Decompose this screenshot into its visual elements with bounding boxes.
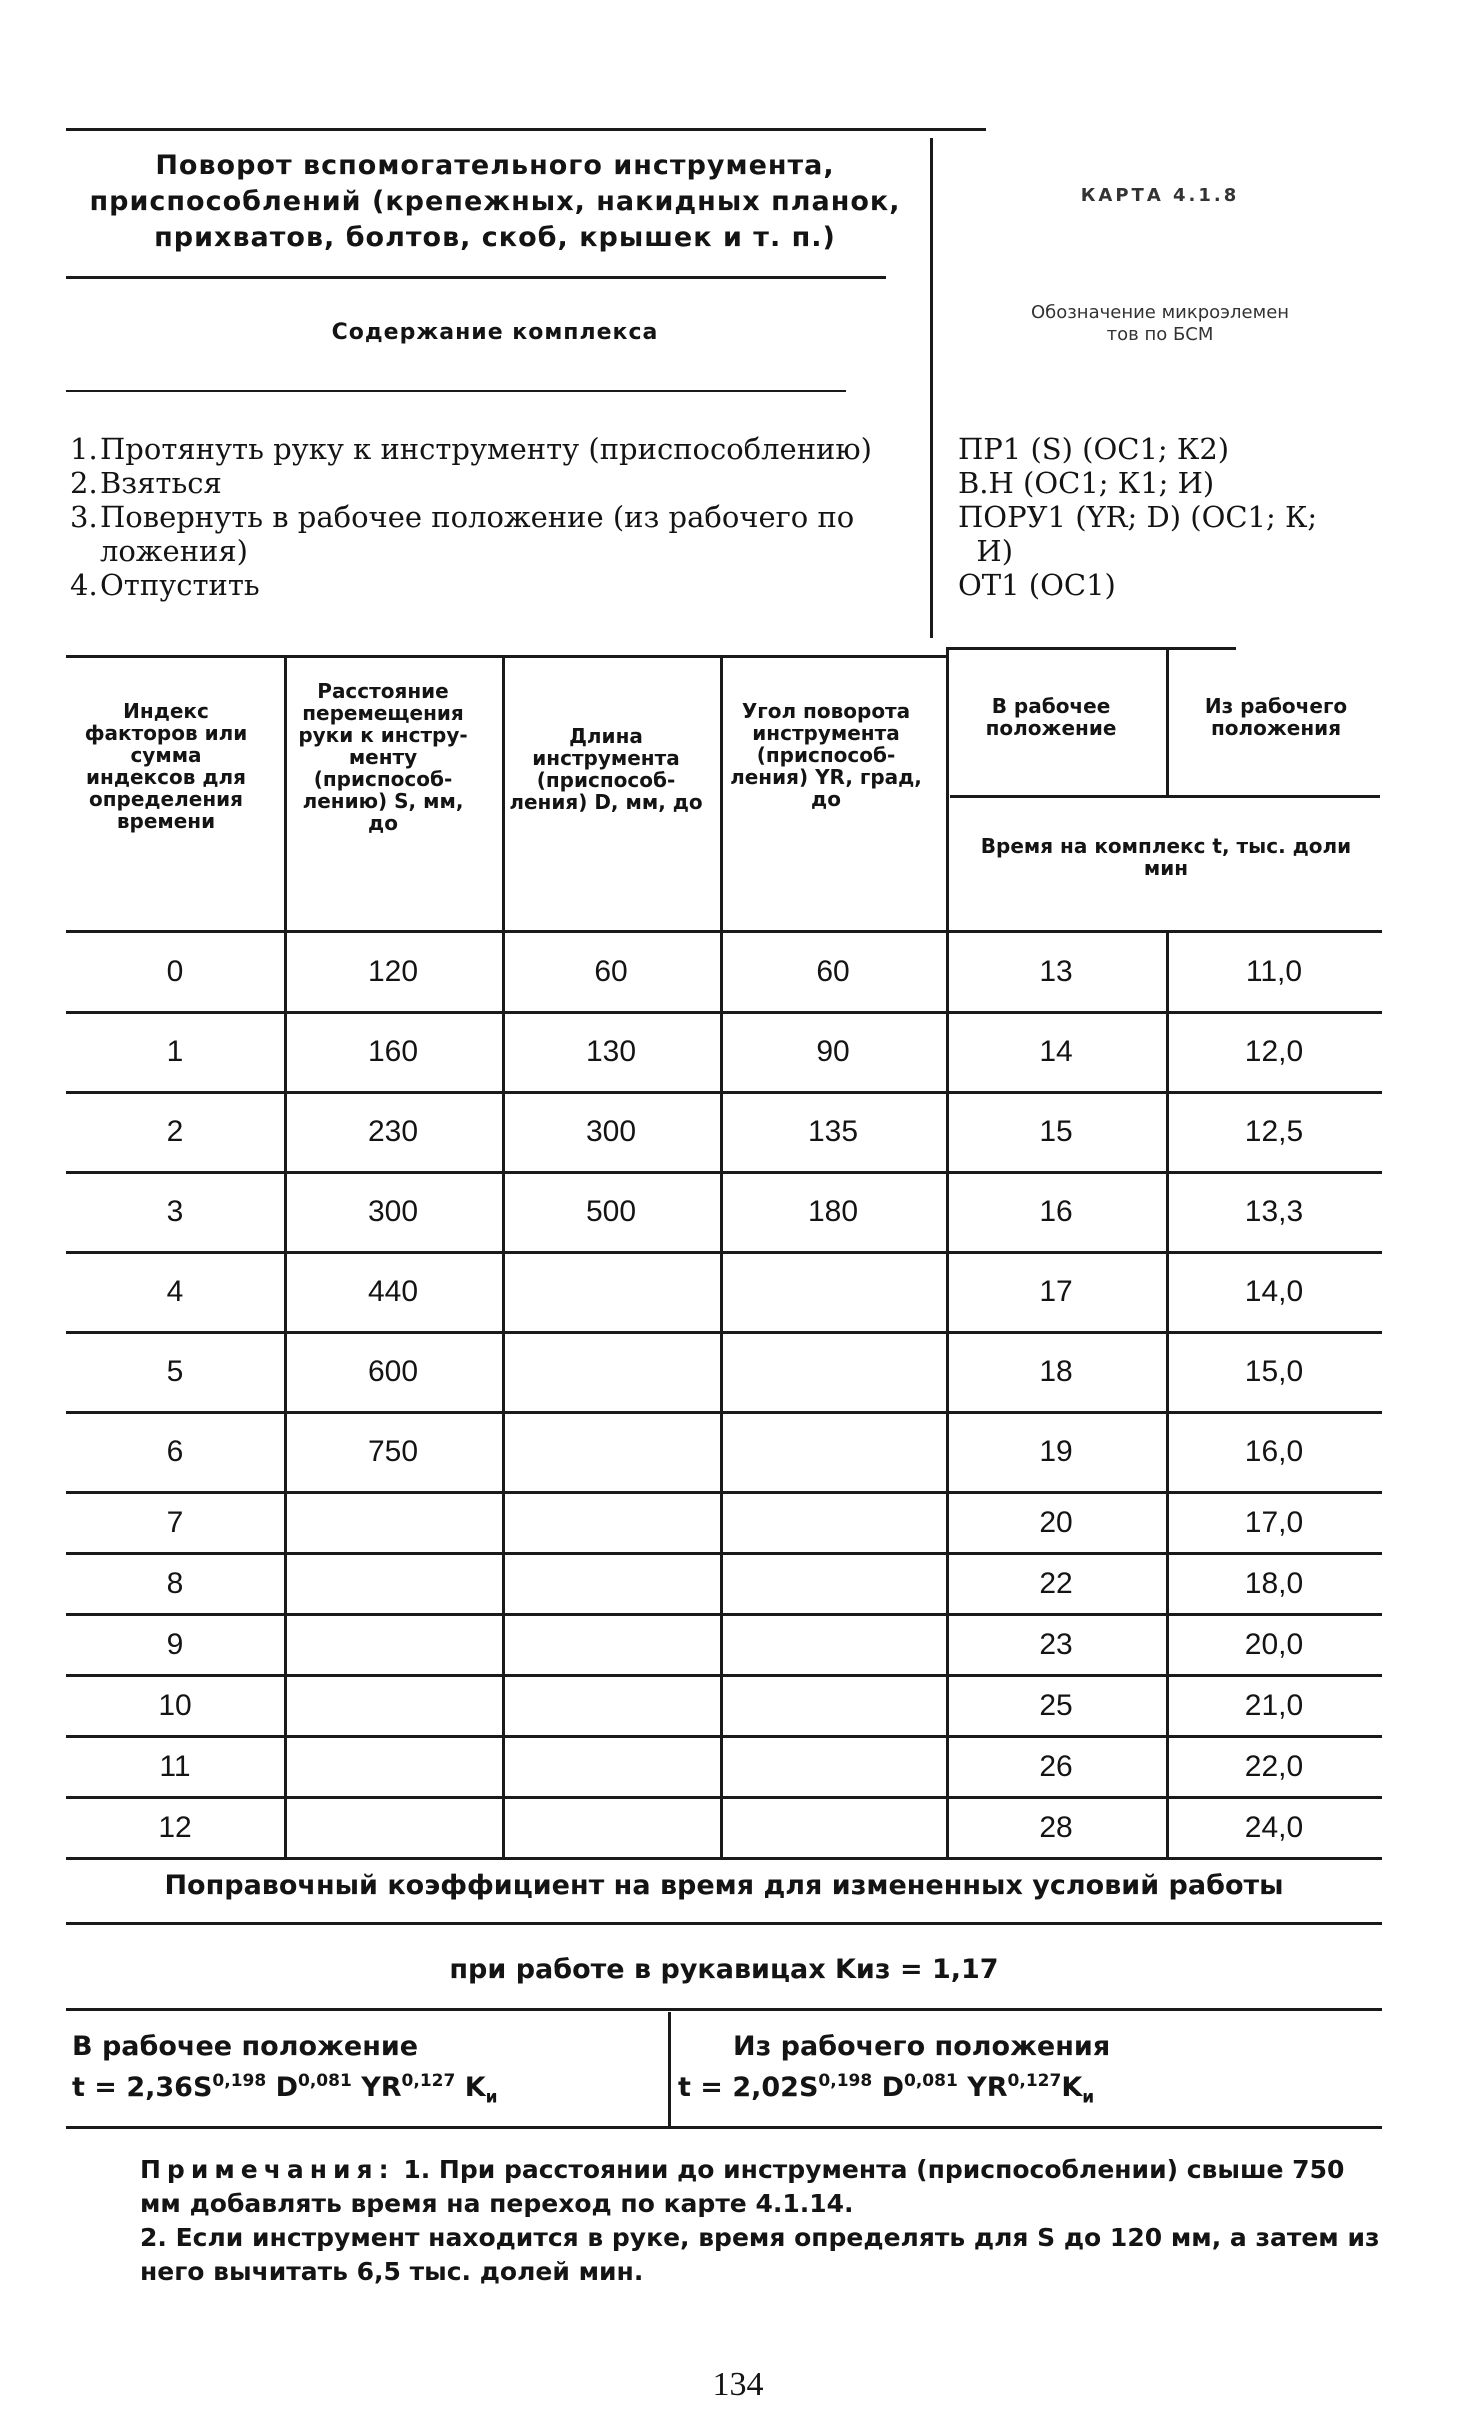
- row-col-divider: [946, 1173, 949, 1253]
- formula-divider: [668, 2012, 671, 2126]
- glove-coefficient: при работе в рукавицах Kиз = 1,17: [449, 1954, 999, 1985]
- subscript: и: [1082, 2087, 1095, 2108]
- step-item: [70, 466, 920, 500]
- step-text: Протянуть руку к инструменту (приспособлению): [100, 432, 872, 466]
- row-rule: [66, 1735, 1382, 1738]
- row-col-divider: [502, 1676, 505, 1737]
- row-col-divider: [720, 1413, 723, 1493]
- row-col-divider: [1166, 1554, 1169, 1615]
- step-number: 4.: [70, 568, 98, 602]
- formula-term: D: [275, 2072, 299, 2103]
- row-rule: [66, 1251, 1382, 1254]
- row-col-divider: [502, 1093, 505, 1173]
- step-item: [70, 500, 920, 568]
- header-from-work: Из рабочего положения: [1204, 694, 1348, 740]
- row-col-divider: [720, 1173, 723, 1253]
- table-cell-index: 11: [159, 1749, 191, 1783]
- table-cell-from: 13,3: [1244, 1195, 1304, 1228]
- table-cell-yr: [720, 1275, 946, 1311]
- row-col-divider: [720, 1013, 723, 1093]
- row-col-divider: [1166, 1093, 1169, 1173]
- table-cell-from: 16,0: [1244, 1435, 1304, 1468]
- table-cell-s: [284, 1567, 502, 1603]
- title-line: приспособлений (крепежных, накидных планок,: [89, 186, 901, 217]
- table-cell-yr: [720, 1689, 946, 1725]
- table-cell-to: 13: [1039, 955, 1073, 988]
- table-cell-d: [502, 1567, 720, 1603]
- card-number: КАРТА 4.1.8: [1080, 185, 1240, 206]
- row-col-divider: [502, 1493, 505, 1554]
- row-col-divider: [946, 1554, 949, 1615]
- row-col-divider: [720, 1676, 723, 1737]
- row-col-divider: [720, 933, 723, 1013]
- content-heading: Содержание комплекса: [331, 320, 659, 345]
- notes: [70, 2153, 1390, 2289]
- row-col-divider: [1166, 1333, 1169, 1413]
- table-cell-yr: 180: [807, 1195, 859, 1228]
- table-cell-s: [284, 1750, 502, 1786]
- subscript: и: [485, 2087, 498, 2108]
- col-divider: [946, 647, 949, 930]
- table-cell-to: 25: [1039, 1688, 1073, 1722]
- row-col-divider: [502, 1173, 505, 1253]
- row-col-divider: [946, 1737, 949, 1798]
- row-col-divider: [502, 1013, 505, 1093]
- row-col-divider: [1166, 1676, 1169, 1737]
- formula-term: D: [881, 2072, 905, 2103]
- code-line: ПР1 (S) (ОС1; К2): [958, 432, 1230, 466]
- code-line: В.Н (ОС1; К1; И): [958, 466, 1215, 500]
- table-cell-to: 18: [1039, 1355, 1073, 1388]
- table-cell-d: [502, 1750, 720, 1786]
- row-col-divider: [502, 1737, 505, 1798]
- table-cell-s: [284, 1689, 502, 1725]
- row-col-divider: [1166, 1253, 1169, 1333]
- table-cell-to: 23: [1039, 1627, 1073, 1661]
- table-cell-yr: 60: [816, 955, 850, 988]
- table-cell-d: 300: [585, 1115, 637, 1148]
- table-cell-s: [284, 1811, 502, 1847]
- formula-term: K: [464, 2072, 486, 2103]
- formula-from-work: [678, 2030, 1378, 2114]
- content-bottom-rule: [66, 390, 846, 392]
- row-col-divider: [502, 1413, 505, 1493]
- table-cell-yr: [720, 1506, 946, 1542]
- table-cell-index: 3: [166, 1195, 184, 1228]
- table-cell-from: 15,0: [1244, 1355, 1304, 1388]
- time-subheader-rule: [950, 795, 1380, 798]
- row-col-divider: [284, 933, 287, 1013]
- table-cell-d: [502, 1275, 720, 1311]
- table-cell-yr: [720, 1811, 946, 1847]
- header-index: Индекс факторов или сумма индексов для определения времени: [84, 699, 248, 833]
- exponent: 0,127: [401, 2071, 456, 2091]
- header-time: Время на комплекс t, тыс. доли мин: [980, 834, 1352, 880]
- title-line: Поворот вспомогательного инструмента,: [155, 150, 835, 181]
- card-title: [70, 148, 920, 256]
- table-cell-s: 120: [367, 955, 419, 988]
- header-distance: Расстояние перемещения руки к инстру- менту (приспособ- лению) S, мм, до: [298, 679, 468, 835]
- exponent: 0,081: [298, 2071, 352, 2091]
- row-col-divider: [720, 1798, 723, 1859]
- code-line: И): [958, 534, 1014, 568]
- table-cell-s: 300: [367, 1195, 419, 1228]
- step-text: Взяться: [100, 466, 222, 500]
- row-col-divider: [720, 1737, 723, 1798]
- designation-line: тов по БСМ: [1106, 324, 1214, 345]
- table-cell-index: 1: [166, 1035, 184, 1068]
- row-col-divider: [1166, 1413, 1169, 1493]
- top-rule: [66, 128, 986, 131]
- col-divider: [502, 655, 505, 930]
- table-cell-from: 11,0: [1245, 955, 1303, 988]
- formula-expression: [72, 2064, 662, 2114]
- title-line: прихватов, болтов, скоб, крышек и т. п.): [154, 222, 836, 253]
- table-cell-yr: 135: [807, 1115, 859, 1148]
- designation-line: Обозначение микроэлемен: [1030, 302, 1290, 323]
- row-col-divider: [946, 1093, 949, 1173]
- row-col-divider: [720, 1093, 723, 1173]
- table-cell-to: 20: [1039, 1505, 1073, 1539]
- step-text: Повернуть в рабочее положение (из рабочего по ложения): [100, 500, 855, 568]
- table-cell-s: 230: [367, 1115, 419, 1148]
- table-cell-d: [502, 1506, 720, 1542]
- row-col-divider: [720, 1333, 723, 1413]
- exponent: 0,127: [1007, 2071, 1062, 2091]
- table-cell-index: 5: [166, 1355, 184, 1388]
- row-rule: [66, 1171, 1382, 1174]
- table-cell-yr: [720, 1355, 946, 1391]
- table-cell-s: 600: [367, 1355, 419, 1388]
- row-col-divider: [284, 1013, 287, 1093]
- formula-expression: [678, 2064, 1378, 2114]
- table-cell-d: 60: [594, 955, 628, 988]
- row-col-divider: [284, 1093, 287, 1173]
- table-cell-yr: [720, 1628, 946, 1664]
- table-cell-to: 28: [1039, 1810, 1073, 1844]
- exponent: 0,198: [818, 2071, 873, 2091]
- header-to-work: В рабочее положение: [985, 694, 1117, 740]
- row-col-divider: [284, 1798, 287, 1859]
- table-cell-to: 19: [1039, 1435, 1073, 1468]
- row-col-divider: [946, 1013, 949, 1093]
- table-top-rule: [66, 655, 946, 658]
- table-top-rule-right: [946, 647, 1236, 650]
- micro-element-codes: [958, 432, 1378, 602]
- exponent: 0,198: [212, 2071, 267, 2091]
- table-cell-from: 12,0: [1244, 1035, 1304, 1068]
- row-col-divider: [284, 1253, 287, 1333]
- table-cell-to: 17: [1039, 1275, 1073, 1308]
- table-cell-d: 500: [585, 1195, 637, 1228]
- formula-label: Из рабочего положения: [733, 2031, 1111, 2062]
- correction-title: Поправочный коэффициент на время для измененных условий работы: [164, 1870, 1284, 1901]
- table-cell-index: 2: [166, 1115, 184, 1148]
- table-cell-from: 18,0: [1244, 1566, 1304, 1600]
- row-col-divider: [720, 1615, 723, 1676]
- row-col-divider: [1166, 933, 1169, 1013]
- table-cell-yr: [720, 1750, 946, 1786]
- table-cell-index: 9: [166, 1627, 184, 1661]
- glove-rule: [66, 2008, 1382, 2011]
- row-col-divider: [284, 1413, 287, 1493]
- row-col-divider: [1166, 1013, 1169, 1093]
- correction-rule: [66, 1922, 1382, 1925]
- table-cell-from: 14,0: [1244, 1275, 1304, 1308]
- row-rule: [66, 1674, 1382, 1677]
- row-col-divider: [502, 1333, 505, 1413]
- table-cell-s: 750: [367, 1435, 419, 1468]
- row-col-divider: [720, 1554, 723, 1615]
- row-col-divider: [1166, 1615, 1169, 1676]
- step-text: Отпустить: [100, 568, 260, 602]
- table-cell-d: [502, 1628, 720, 1664]
- table-cell-s: [284, 1628, 502, 1664]
- row-rule: [66, 1857, 1382, 1860]
- row-col-divider: [720, 1253, 723, 1333]
- formula-to-work: [72, 2030, 662, 2114]
- row-col-divider: [284, 1737, 287, 1798]
- col-divider: [1166, 647, 1169, 795]
- row-col-divider: [1166, 1737, 1169, 1798]
- code-line: ОТ1 (ОС1): [958, 568, 1116, 602]
- step-number: 1.: [70, 432, 98, 466]
- table-cell-yr: [720, 1567, 946, 1603]
- time-table: [66, 655, 1382, 1855]
- col-divider: [720, 655, 723, 930]
- table-cell-s: 160: [367, 1035, 419, 1068]
- formula-term: K: [1061, 2072, 1083, 2103]
- row-rule: [66, 1331, 1382, 1334]
- row-col-divider: [284, 1676, 287, 1737]
- table-cell-from: 22,0: [1244, 1749, 1304, 1783]
- table-cell-to: 16: [1039, 1195, 1073, 1228]
- row-rule: [66, 1491, 1382, 1494]
- page-number: 134: [712, 2366, 764, 2403]
- table-cell-d: [502, 1355, 720, 1391]
- table-cell-index: 7: [166, 1505, 184, 1539]
- row-rule: [66, 1796, 1382, 1799]
- table-cell-yr: 90: [816, 1035, 850, 1068]
- row-rule: [66, 1552, 1382, 1555]
- step-item: [70, 568, 920, 602]
- table-cell-index: 4: [166, 1275, 184, 1308]
- table-cell-s: [284, 1506, 502, 1542]
- row-col-divider: [284, 1173, 287, 1253]
- header-bottom-rule: [66, 930, 1382, 933]
- row-col-divider: [946, 1798, 949, 1859]
- row-col-divider: [946, 1493, 949, 1554]
- row-col-divider: [502, 1798, 505, 1859]
- designation-heading: [940, 302, 1380, 346]
- table-cell-from: 12,5: [1244, 1115, 1304, 1148]
- row-col-divider: [946, 1676, 949, 1737]
- row-rule: [66, 1613, 1382, 1616]
- formula-base: t = 2,36S: [72, 2072, 213, 2103]
- formula-base: t = 2,02S: [678, 2072, 819, 2103]
- table-cell-to: 26: [1039, 1749, 1073, 1783]
- note-1: [70, 2153, 1390, 2221]
- note-2: 2. Если инструмент находится в руке, время определять для S до 120 мм, а затем из него вычитать 6,5 тыс. долей мин.: [140, 2223, 1380, 2286]
- header-angle: Угол поворота инструмента (приспособ- ления) YR, град, до: [730, 699, 922, 811]
- row-col-divider: [1166, 1493, 1169, 1554]
- table-cell-yr: [720, 1435, 946, 1471]
- row-col-divider: [502, 1554, 505, 1615]
- code-line: ПОРУ1 (YR; D) (ОС1; К;: [958, 500, 1318, 534]
- table-cell-index: 0: [166, 955, 184, 988]
- formula-label: В рабочее положение: [72, 2031, 419, 2062]
- table-cell-index: 10: [158, 1688, 192, 1722]
- formula-term: YR: [967, 2072, 1008, 2103]
- row-col-divider: [284, 1615, 287, 1676]
- table-cell-from: 20,0: [1244, 1627, 1304, 1661]
- formula-bottom-rule: [66, 2126, 1382, 2129]
- table-cell-index: 6: [166, 1435, 184, 1468]
- row-col-divider: [720, 1493, 723, 1554]
- row-rule: [66, 1411, 1382, 1414]
- table-cell-to: 15: [1039, 1115, 1073, 1148]
- table-cell-from: 21,0: [1244, 1688, 1304, 1722]
- table-cell-d: [502, 1811, 720, 1847]
- formula-term: YR: [361, 2072, 402, 2103]
- row-col-divider: [946, 933, 949, 1013]
- row-col-divider: [284, 1554, 287, 1615]
- steps-list: [70, 432, 920, 602]
- table-cell-to: 22: [1039, 1566, 1073, 1600]
- table-cell-d: 130: [585, 1035, 637, 1068]
- step-item: [70, 432, 920, 466]
- row-col-divider: [284, 1333, 287, 1413]
- row-col-divider: [1166, 1173, 1169, 1253]
- row-col-divider: [284, 1493, 287, 1554]
- table-cell-to: 14: [1039, 1035, 1073, 1068]
- table-cell-from: 17,0: [1244, 1505, 1304, 1539]
- header-vertical-rule: [930, 138, 933, 638]
- title-bottom-rule: [66, 276, 886, 279]
- row-col-divider: [1166, 1798, 1169, 1859]
- notes-label: Примечания:: [140, 2155, 395, 2184]
- row-col-divider: [502, 1615, 505, 1676]
- row-col-divider: [946, 1253, 949, 1333]
- row-col-divider: [946, 1413, 949, 1493]
- table-cell-index: 12: [158, 1810, 192, 1844]
- table-cell-d: [502, 1689, 720, 1725]
- row-col-divider: [502, 933, 505, 1013]
- row-col-divider: [946, 1615, 949, 1676]
- table-cell-s: 440: [367, 1275, 419, 1308]
- col-divider: [284, 655, 287, 930]
- table-cell-from: 24,0: [1244, 1810, 1304, 1844]
- row-col-divider: [502, 1253, 505, 1333]
- row-col-divider: [946, 1333, 949, 1413]
- table-cell-index: 8: [166, 1566, 184, 1600]
- note-text: 1. При расстоянии до инструмента (приспособлении) свыше 750 мм добавлять время на переход по карте 4.1.14.: [140, 2155, 1345, 2218]
- step-number: 3.: [70, 500, 98, 534]
- step-number: 2.: [70, 466, 98, 500]
- table-cell-d: [502, 1435, 720, 1471]
- header-length: Длина инструмента (приспособ- ления) D, мм, до: [509, 724, 703, 814]
- row-rule: [66, 1091, 1382, 1094]
- row-rule: [66, 1011, 1382, 1014]
- exponent: 0,081: [904, 2071, 958, 2091]
